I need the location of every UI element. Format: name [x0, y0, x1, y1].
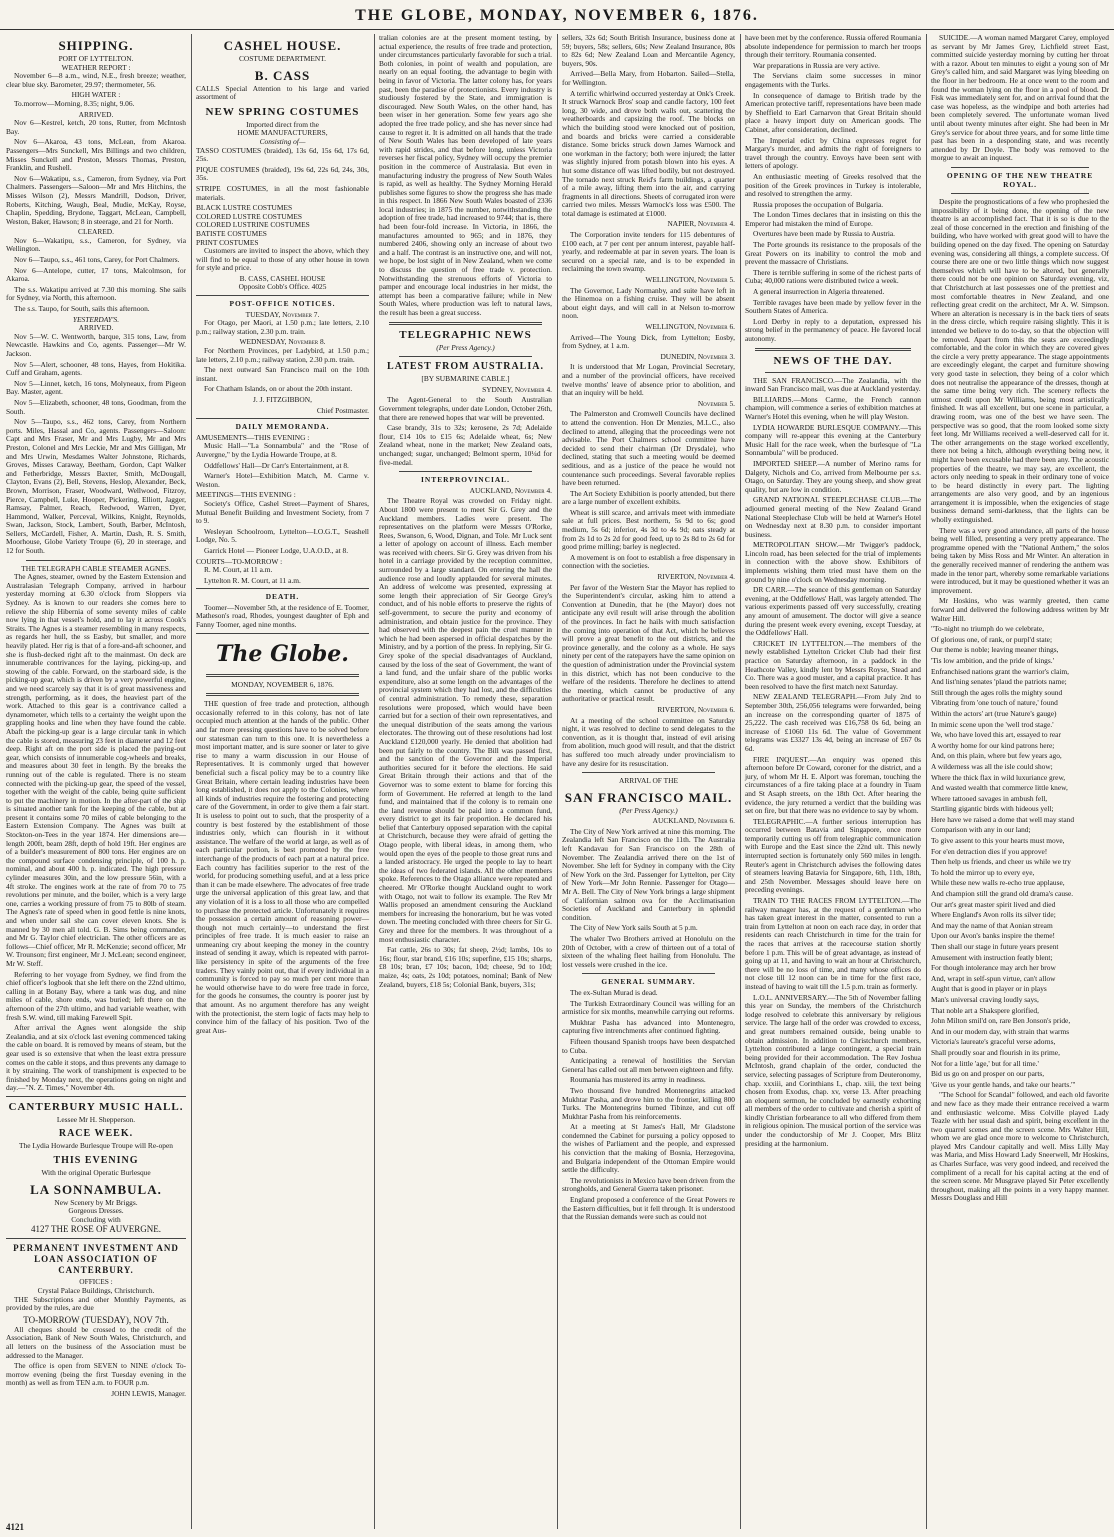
ad-line: B. CASS, CASHEL HOUSE: [239, 273, 326, 283]
column-rule: [374, 34, 375, 1529]
cleared-entry: Nov 6—Antelope, cutter, 17 tons, Malcolmson, for Akaroa.: [6, 265, 186, 284]
ad-line: RACE WEEK.: [58, 1128, 134, 1140]
poem-line: Our art's great master spirit lived and died: [931, 899, 1056, 909]
telegram-paragraph: Wheat is still scarce, and arrivals meet with immediate sale at full prices. Best northern, 5s 9d to 6s; good medium, 5s 6d; inferior, 4s 3d to 4s 9d; oats steady at from 2s 1d to 2s 2d for good feed, up to 2s 8d to 2s 6d for good prime milling; barley is neglected.: [562, 507, 735, 552]
dateline: DUNEDIN, November 3.: [660, 351, 735, 361]
ad-line: BATISTE COSTUMES: [196, 228, 267, 238]
poem-line: Our theme is noble; leaving meaner things,: [931, 645, 1059, 655]
poem-line: John Milton smil'd on, rare Ben Jonson's pride,: [931, 1016, 1071, 1026]
editorial-dateline: MONDAY, NOVEMBER 6, 1876.: [231, 679, 334, 689]
post-signature: J. J. FITZGIBBON,: [253, 395, 312, 404]
telegram-paragraph: At a meeting of the school committee on Saturday night, it was resolved to decline to send delegates to the convention, as it is thought that, instead of evil arising from abolition, much good will result, and that the district has suffered too much already under provincialism to have any desire for its resuscitation.: [562, 715, 735, 768]
summary-item: In consequence of damage to British trade by the American protective tariff, representations have been made by Sheffield to Earl Carnarvon that Great Britain should place a heavy import duty on American goods. The Cabinet, after consideration, declined.: [745, 90, 921, 134]
poem: [931, 625, 1109, 1089]
press-agency-line: (Per Press Agency.): [436, 342, 495, 352]
ad-paragraph: Customers are invited to inspect the above, which they will find to be equal to those of any other house in town for style and price.: [196, 246, 369, 273]
ad-line: B. CASS: [254, 67, 311, 83]
telegram-paragraph: The Theatre Royal was crowded on Friday night. About 1800 were present to meet Sir G. Grey and the Auckland members. Ladies were present. The representatives on the platform were Messrs O'Rorke, Rees, Swanson, 6, Wood, Dignan, and Tole. Mr Luck sent a letter of apology on account of illness. Each member was received with cheers. Sir G. Grey was driven from his hotel in a carriage provided by the reception committee, surrounded by a large standard. On entering the hall the audience rose and loudly applauded for several minutes. An address of welcome was presented, expressing at some length their appreciation of Sir George Grey's conduct, and of his noble efforts to preserve the rights of self-government, to secure the purity and economy of administration, and obtain justice for the province. They had observed with the deepest pain the cruel manner in which he had been aspersed in official despatches by the Ministry, and by a portion of the press. In replying, Sir G. Grey spoke of the special disadvantages of Auckland, caused by the loss of the seat of Government, the want of a land fund, and the unfair share of the public works expenditure, also at some length on the advantages of the provincial system which they had lost, and the difficulties of central administration. To remedy these, separation resolutions were proposed, which would have been carried but for a section of their own representatives, and the unequal distribution of the seats among the various electorates. The throwing out of these resolutions had lost Auckland £120,000 yearly. He denied that abolition had been put fairly to the country. The Bill was passed first, and the sanction of the Governor and the Imperial authorities secured for it before the elections. He said Great Britain through their actions and that of the Governor was to some extent to blame for forcing this form of Government. He referred at length to the land fund, and maintained that if the colony is to remain one the land revenue should be paid into a common fund, every district to get its fair proportion. He declared his belief that Canterbury opposed separation with the capital at Christchurch, because they were afraid of getting the Otago people, with liberal ideas, in among them, who would open the eyes of the people to those great runs and a landed aristocracy. He urged the people to lay to heart the ideas of two federated islands. All the other members spoke. References to the Otago alliance were repeated and cheered. Mr O'Rorke thought Auckland ought to work with Otago, not wait to follow its example. The Rev Mr Wallis proposed an amendment censuring the Auckland members for increasing the honorarium, but he was voted down. The meeting concluded with three cheers for Sir G. Grey and three for the members. It was throughout of a most enthusiastic character.: [379, 496, 552, 944]
column-6: [928, 34, 1112, 1529]
summary-item: War preparations in Russia are very active.: [753, 60, 880, 70]
ad-line: Imported direct from the: [246, 119, 319, 129]
masthead: [0, 0, 1114, 30]
shipping-note: The s.s. Taupo, for South, sails this afternoon.: [14, 304, 150, 314]
poem-line: And wasted wealth that commerce little knew,: [931, 783, 1068, 793]
summary-item: At a meeting at St James's Hall, Mr Gladstone condemned the Cabinet for pursuing a policy opposed to the wishes of Parliament and the people, and expressed his conviction that the making of Bosnia, Herzegovina, and Bulgaria independent of the Ottoman Empire would settle the difficulty.: [562, 1122, 735, 1175]
weather-report: November 6—8 a.m., wind, N.E., fresh breeze; weather, clear blue sky. Barometer, 29.97; thermometer, 56.: [6, 71, 186, 89]
telegram-paragraph: It is understood that Mr Logan, Provincial Secretary, and a number of the provincial officers, have received twelve months' leave of absence prior to abolition, and that an inquiry will be held.: [562, 362, 735, 398]
summary-item: The Imperial edict by China expresses regret for Margary's murder, and admits the right of foreigners to travel through the country. Envoys have been sent with letters of apology.: [745, 135, 921, 171]
memo-item: Wesleyan Schoolroom, Lyttelton—I.O.G.T., Seashell Lodge, No. 5.: [196, 526, 369, 545]
dateline: RIVERTON, November 4.: [657, 572, 735, 582]
dateline: SYDNEY, November 4.: [482, 384, 552, 394]
ad-line: Concluding with: [71, 1214, 121, 1224]
ad-paragraph: The office is open from SEVEN to NINE o'clock To-morrow evening (being the first Tuesday evening in the month) as well as from TEN a.m. to FOUR p.m.: [6, 1361, 186, 1388]
cable-subheading: [BY SUBMARINE CABLE.]: [421, 374, 510, 384]
ad-line: 4127 THE ROSE OF AUVERGNE.: [30, 1224, 162, 1235]
telegram-paragraph: A movement is on foot to establish a free dispensary in connection with the societies.: [562, 552, 735, 571]
dateline: WELLINGTON, November 6.: [645, 322, 735, 331]
summary-item: Terrible ravages have been made by yellow fever in the Southern States of America.: [745, 297, 921, 316]
ad-line: Consisting of—: [259, 136, 306, 146]
editorial-paragraph: tralian colonies are at the present moment testing, by actual experience, the results of free trade and protection, under circumstances particularly favorable for such a trial. Both colonies, in point of wealth and population, are nearly on an equal footing, the advantage to begin with being in favor of Victoria. The latter colony has, for years past, been the paradise of protectionists. Every industry is studiously fostered by the State, and immigration is discouraged. New South Wales, on the other hand, has been wiser in her generation. Some few years ago she adopted the free trade policy, and she has never since had cause to regret it. It is admitted on all hands that the trade of New South Wales has been developed of late years with rapid strides, and that before long, unless Victoria reverses her fiscal policy, Sydney will occupy the premier position in the commerce of Australasia. But even in manufacturing industry the progress of New South Wales is rapid, as well as healthy. The Sydney Morning Herald publishes some figures to show the progress she has made in this respect. In 1866 New South Wales boasted of 2336 local industries; in 1875 the number, notwithstanding the adoption of free trade, had increased to 9744; that is, there had been four-fold increase. In Victoria, in 1866, the manufactures amounted to 965; and in 1876, they numbered 2406, showing only an increase of about two and a half. The contrast is an instructive one, and will not, we hope, be lost sight of in New Zealand, when we come to discuss the question of free trade v. protection. Notwithstanding the strenuous efforts of Victoria to pamper and encourage local industries in her midst, the attempt has been a comparative failure; while in New South Wales, where production was left to natural laws, the result has been a great success.: [379, 34, 552, 317]
poem-line: Startling gigantic birds with hideous yell;: [931, 804, 1054, 814]
ad-line: With the original Operatic Burlesque: [41, 1168, 151, 1178]
dateline: NAPIER, November 4.: [667, 219, 735, 229]
poem-line: Of glorious one, of rank, or purpl'd state;: [931, 634, 1052, 644]
article-paragraph: There was a very good attendance, all parts of the house being well filled, presenting a very pretty appearance. The programme opened with the "National Anthem," the solos being taken by Miss Ross and Mr Winter. An alteration in the generally received manner of rendering the anthem was made in the tenor part, whereby some remarkable variations were introduced, but it may be questioned whether it was an improvement.: [931, 525, 1109, 595]
telegram-paragraph: The Palmerston and Cromwell Councils have declined to attend the convention. Hon Dr Menzies, M.L.C., also declined to attend, alleging that the proceedings were not advisable. The Port Chalmers school committee have decided to send their chairman (Dr Drysdale), who declined, stating that such a meeting would be deemed seditious, and as a justice of the peace he would not countenance such proceedings. Several favorable replies have been returned.: [562, 409, 735, 488]
cleared-entry: Nov 6—Taupo, s.s., 461 tons, Carey, for Port Chalmers.: [14, 255, 180, 265]
poem-line: And, wrapt in self-spun virtue, can't allow: [931, 973, 1056, 983]
ad-line: New Scenery by Mr Briggs.: [54, 1197, 138, 1207]
dateline: AUCKLAND, November 6.: [652, 816, 735, 826]
poem-line: And list'ning senates 'plaud the patriots name;: [931, 677, 1067, 687]
news-of-the-day-heading: NEWS OF THE DAY.: [773, 354, 893, 367]
poem-line: Still through the ages rolls the mighty sound: [931, 687, 1063, 697]
column-rule: [557, 34, 558, 1529]
memo-item: Warner's Hotel—Exhibition Match, M. Carme v. Weston.: [196, 471, 369, 489]
news-item: METROPOLITAN SHOW.—Mr Twigger's paddock, Lincoln road, has been selected for the trial of implements in connection with the above show. Exhibitors of implements wishing them tried must have them on the ground by nine o'clock on Wednesday morning.: [745, 540, 921, 584]
arrival-entry: Nov 6—Kestrel, ketch, 20 tons, Rutter, from McIntosh Bay.: [6, 118, 186, 136]
summary-item: Anticipating a renewal of hostilities the Servian General has called out all men between eighteen and fifty.: [562, 1056, 735, 1074]
interprovincial-heading: INTERPROVINCIAL.: [421, 475, 510, 485]
telegram-paragraph: The Agent-General to the South Australian Government telegraphs, under date London, October 26th, that there are renewed hopes that war will be prevented.: [379, 395, 553, 422]
poem-line: A worthy home for our kind patrons here;: [931, 740, 1055, 750]
arrival-entry: Nov 5—W. C. Wentworth, barque, 315 tons, Law, from Newcastle. Hawkins and Co, agents. Passenger—Mr W. Jackson.: [6, 331, 186, 358]
arrival-heading-main: SAN FRANCISCO MAIL.: [564, 789, 733, 805]
memoranda-heading: DAILY MEMORANDA.: [235, 422, 330, 432]
news-item: L.O.L. ANNIVERSARY.—The 5th of November falling this year on Sunday, the members of the Christchurch lodge resolved to celebrate this anniversary by religious service. The large hall of the order was crowded to excess, and great numbers remained outside, being unable to obtain admission. In addition to Christchurch members, Lyttelton contributed a large contingent, a special train being provided for their accommodation. The Rev Joshua McIntosh, grand chaplain of the order, conducted the service, selecting passages of Scripture from Deuteronomy, chap. xxxiii, and Corinthians I., chap. xiii, the text being chosen from Exodus, chap. xv, verse 13. After preaching an eloquent sermon, he concluded by earnestly exhorting all members of the order to cultivate and cherish a spirit of kindly Christian forbearance to all who differed from them in religious opinion. The musical portion of the service was under the conductorship of Mr J. Cooper, Mrs Blitz presiding at the harmonium.: [745, 992, 921, 1148]
telegram-paragraph: The Governor, Lady Normanby, and suite have left in the Hinemoa on a fishing cruise. They will be absent about eight days, and will call in at Nelson to-morrow noon.: [562, 285, 735, 321]
article-paragraph: After arrival the Agnes went alongside the ship Zealandia, and at six o'clock last evening commenced taking the cable on board. It is removed by means of steam, but the gear used is so extensive that when the least extra pressure comes on the cable it stops, and thus prevents any damage to it by straining. The work of transhipment is expected to be finished by Monday next, the operations going on night and day.—"N. Z. Times," November 4th.: [6, 1023, 186, 1093]
ad-line: COLORED LUSTRINE COSTUMES: [196, 220, 310, 230]
cleared-label: CLEARED.: [78, 227, 114, 237]
arrival-entry: Nov 5—Elizabeth, schooner, 48 tons, Goodman, from the South.: [6, 397, 186, 416]
summary-item: Russia proposes the occupation of Bulgaria.: [753, 199, 884, 209]
death-heading: DEATH.: [265, 592, 300, 602]
news-item: NEW ZEALAND TELEGRAPH.—From July 2nd to September 30th, 256,056 telegrams were forwarded, being an increase on the corresponding quarter of 1875 of 25,222. The cash received was £16,758 0s 6d, being an increase of £1060 11s 6d. The value of Government telegrams was £3327 13s 4d, being an increase of £67 0s 6d.: [745, 692, 921, 753]
post-notice: For Otago, per Maori, at 1.50 p.m.; late letters, 2.10 p.m.; railway station, 2.30 p.m. train.: [196, 318, 369, 336]
news-item: FIRE INQUEST.—An enquiry was opened this afternoon before Dr Coward, coroner for the district, and a jury, of whom Mr H. E. Alport was foreman, touching the circumstances of a fire taking place at a foundry in Tuam and St Asaph streets, on the 18th Oct. After hearing the evidence, the jury returned a verdict that the building was set on fire, but that there was no evidence to say by whom.: [745, 754, 921, 816]
summary-item: The Porte grounds its resistance to the proposals of the Great Powers on its inability to control the mob and prevent the massacre of Christians.: [745, 240, 921, 267]
shipping-note: The s.s. Wakatipu arrived at 7.30 this morning. She sails for Sydney, via North, this afternoon.: [6, 284, 186, 303]
poem-line: Then help us friends, and cheer us while we try: [931, 857, 1071, 867]
ad-signature: JOHN LEWIS, Manager.: [111, 1388, 186, 1398]
memo-item: R. M. Court, at 11 a.m.: [204, 565, 273, 575]
telegram-paragraph: The City of New York arrived at nine this morning. The Zealandia left San Francisco on the 11th. The Australia left Kandavau for San Francisco on the 28th of November. The Zealandia arrived there on the 1st of November. She left for Sydney in company with the City of New York on the 3rd. Passenger for Lyttelton, per City of New York—Mr John Rennie. Passenger for Otago—Mr A. Bell. The City of New York brings a large shipment of Californian salmon ova for the Acclimatisation Societies of Auckland and Canterbury in splendid condition.: [562, 826, 735, 922]
article-paragraph: Despite the prognostications of a few who prophesied the impossibility of it being done, the opening of the new theatre is an accomplished fact. That it is so is due to the zeal of those concerned in the erection and finishing of the building, who have worked with great good will to have the building opened on the day fixed. The opening on Saturday evening was, considering all things, a complete success. Of course there are one or two little things which now suggest themselves which will have to be altered, but generally there could not be one opinion on Saturday evening, viz, that Christchurch at last possesses one of the prettiest and most comfortable theatres in New Zealand, and one reflecting great credit on the architect, Mr A. W. Simpson. Where an alteration is necessary is in the back tiers of seats in the dress circle, which require raising slightly. This it is intended we believe to do to-day, so that the objection will be removed. Apart from this the seats are exceedingly comfortable, and the color in which they are covered gives the circle a very pretty appearance. The stage appointments are exceedingly elegant, the carpet and furniture showing very good taste in selection, they being of a color which does not neutralise the appearance of the dresses, though at the same time being very rich. The scenery reflects the utmost credit upon Mr Williams, being most artistically finished. It was all excellent, but one scene in particular, a drawing room, was one of the best we have seen. The perspective was so good, that the room looked some sixty feet long. Mr Williams received a well-deserved call for it. The other arrangements on the stage worked excellently, there not being a hitch, although everything being new, it might have been excusable had there been any. The acoustic properties of the theatre, we may say, are excellent, the actors only needing to speak in their ordinary tone of voice to be heard distinctly in every part. The lighting arrangements are also very good, and by an ingenious arrangement it is impossible, when the exigencies of stage business demand semi-darkness, that the lights can be wholly extinguished.: [931, 197, 1109, 525]
poem-line: "To-night no triumph do we celebrate,: [931, 624, 1044, 634]
memo-item: Oddfellows' Hall—Dr Carr's Entertainment, at 8.: [204, 460, 349, 470]
memo-subheading: AMUSEMENTS—THIS EVENING :: [196, 432, 310, 442]
summary-item: Lord Derby in reply to a deputation, expressed his strong belief in the permanency of peace. He favored local autonomy.: [745, 316, 921, 343]
memo-item: Society's Office, Cashel Street—Payment of Shares, Mutual Benefit Building and Investment Society, from 7 to 9.: [196, 498, 369, 526]
ad-line: OFFICES :: [79, 1277, 113, 1287]
news-item: LYDIA HOWARDE BURLESQUE COMPANY.—This company will re-appear this evening at the Canterbury Music Hall for the race week, when the burlesque of "La Sonnambula" will be produced.: [745, 422, 921, 458]
arrival-heading: ARRIVAL OF THE: [619, 776, 678, 786]
cable-heading: THE TELEGRAPH CABLE STEAMER AGNES.: [21, 563, 171, 573]
post-signature: Chief Postmaster.: [316, 405, 369, 415]
article-paragraph: Referring to her voyage from Sydney, we find from the chief officer's logbook that she left there on the 22nd ultimo, calling in at Botany Bay, where a tank was dug, and nine miles of cable, shore ends, was buried; left there on the afternoon of the 27th ultimo, and had variable weather, with fresh S.W. wind, till making Farewell Spit.: [6, 969, 186, 1022]
poem-line: And may the name of that Aonian stream: [931, 920, 1053, 930]
column-3: [376, 34, 555, 1529]
poem-line: And in our modern day, with strain that warms: [931, 1026, 1070, 1036]
telegram-paragraph: The Art Society Exhibition is poorly attended, but there are a large number of excellent exhibits.: [562, 488, 735, 507]
poem-line: Amusement with instruction featly blent;: [931, 952, 1053, 962]
arrival-entry: Nov 5—Linnet, ketch, 16 tons, Molyneaux, from Pigeon Bay. Master, agent.: [6, 378, 186, 397]
ad-line: THIS EVENING: [53, 1155, 139, 1167]
telegram-paragraph: A terrific whirlwind occurred yesterday at Onk's Creek. It struck Warnock Bros' soap and candle factory, 100 feet long, 30 wide, and drove both walls out, scattering the weatherboards and capsizing the roof. The blocks on which the building stood were knocked out of position, and boards and bricks were carried a considerable distance. Some bricks struck down James Warnock and one workman in the factory; both were injured; the latter was slightly injured from potash blown into his eyes. A hut some distance off was lifted bodily, but not destroyed. The tornado next struck Reid's farm buildings, a quarter of a mile away, lifting them into the air, and carrying fragments in all directions. Sheets of corrugated iron were carried two miles. Messrs Warnock's loss was £500. The total damage is estimated at £1000.: [562, 88, 735, 218]
news-item: TELEGRAPHIC.—A further serious interruption has occurred between Batavia and Singapore, once more temporarily cutting us off from telegraphic communication with Europe and the East since the 22nd ult. This newly interrupted section is fortunately only 560 miles in length. Reuter's agent in Christchurch advises the following dates of steamers leaving Batavia for Singapore, 6th, 11th, 18th, and 25th November. Messages should leave here on preceding evenings.: [745, 816, 921, 895]
article-paragraph: The Agnes, steamer, owned by the Eastern Extension and Australasian Telegraph Company, arrived in harbour yesterday morning at 6.30 o'clock from Sloppers via Sydney. As is known to our readers she comes here to relieve the ship Hibernia of some seventy miles of cable now lying in that vessel's hold, and to lay it across Cook's Straits. The Agnes is a steamer resembling in many respects, as regards her hull, the ss Easby, but smaller, and more heavily plated. Her rig is that of a fore-and-aft schooner, and she is flush-decked right aft to the mainmast. On deck are innumerable contrivances for the laying, picking-up, and stowing of the cable. Forward, on the starboard side, is the picking-up gear, which is driven by a very powerful engine, and we need scarcely say that it is of great massiveness and strength, performing, as it does, the heaviest part of the work. Attached to this gear is a contrivance called a dynamometer, which tells to a certainty the weight upon the grappling hooks and line when they have found the cable. Abaft the picking-up gear is a large circular tank in which the cable is stored, measuring 23 feet in diameter and 12 feet deep. Right aft on the port side is placed the paying-out gear, which consists of innumerable cog-wheels and breaks, and measures about 30 feet in length. By the breaks the running out of the cable is regulated. There is no steam connected with the picking-up gear, the speed of the vessel, together with the weight of the cable, being quite sufficient to put the machinery in motion. In the after-part of the ship is situated another tank for the keeping of the cable, but at present it contains some 70 miles of cable belonging to the Eastern Extension Company. The Agnes was built at Stockton-on-Tees in the year 1874. Her dimensions are—length 200ft, beam 28ft, depth of hold 19ft. Her engines are of a builder's measurement of 800 tons. Her engines are on the compound surface condensing principle, of 100 h. p. nominal, and about 400 h. p. indicated. The high pressure cylinder measures 30in, and the low pressure 56in, with a 4ft stroke. The engines work at the rate of from 70 to 75 revolutions per minute, and the boiler, which is a very large one, carries a working pressure of from 75 to 80lb of steam. The Agnes's rate of speed when in good fettle is nine knots, and when under sail she can cover eleven knots. She is manned by 30 men all told. G. B. Sims being commander, and Mr G. Taylor chief electrician. The other officers are as follows—Chief officer, Mr R. McKenzie; second officer, Mr W. Trounson; first engineer, Mr J. McLean; second engineer, Mr W. Steff.: [6, 572, 186, 968]
poem-line: Where England's Avon rolls its silver tide;: [931, 910, 1056, 920]
ad-line: The Lydia Howarde Burlesque Troupe will Re-open: [19, 1141, 173, 1151]
news-item: GRAND NATIONAL STEEPLECHASE CLUB.—The adjourned general meeting of the New Zealand Grand National Steeplechase Club will be held at Warner's Hotel on Wednesday next at 8.30 p.m. to consider important business.: [745, 495, 921, 539]
post-day: WEDNESDAY, November 8.: [239, 337, 326, 347]
summary-item: Roumania has mustered its army in readiness.: [570, 1075, 706, 1085]
ad-line: TO-MORROW (TUESDAY), NOV 7th.: [23, 1314, 169, 1325]
poem-line: Enfranchised nations grant the warrior's claim,: [931, 666, 1070, 676]
memo-item: Lyttelton R. M. Court, at 11 a.m.: [204, 575, 301, 585]
ad-line: BLACK LUSTRE COSTUMES: [196, 203, 293, 213]
poem-line: Comparison with any in our land;: [931, 825, 1031, 835]
ad-paragraph: All cheques should be crossed to the credit of the Association, Bank of New South Wales, Christchurch, and all letters on the business of the Association must be addressed to the Manager.: [6, 1324, 186, 1360]
news-item: TRAIN TO THE RACES FROM LYTTELTON.—The railway manager has, at the request of a gentleman who has taken great interest in the matter, consented to run a train from Lyttelton at noon on each race day, in order that residents can reach Christchurch in time for the train for the races that arrives at the racecourse station shortly before 1 p.m. This will be of great advantage, as instead of going up at 11, and having to wait an hour at Christchurch, there will be no loss of time, and many whose offices do not close till 12 noon can be in time for the first race, instead of having to wait till the 1.5 p.m. train as formerly.: [745, 896, 921, 991]
summary-item: Overtures have been made by Russia to Austria.: [753, 229, 896, 239]
poem-line: To give assent to this your hearts must move,: [931, 836, 1065, 846]
column-4: [559, 34, 738, 1529]
news-item: THE SAN FRANCISCO.—The Zealandia, with the inward San Francisco mail, was due at Auckland yesterday.: [745, 375, 921, 394]
weather-label: WEATHER REPORT :: [61, 62, 131, 72]
telegram-paragraph: sellers, 32s 6d; South British Insurance, business done at 59; buyers, 58s; sellers, 60s; New Zealand Insurance, 80s to 82s 6d; New Zealand Loan and Mercantile Agency, buyers, 90s.: [562, 34, 735, 68]
post-notice: The next outward San Francisco mail on the 10th instant.: [196, 365, 369, 383]
poem-line: We, who have loved this art, essayed to rear: [931, 730, 1061, 740]
telegram-paragraph: The whaler Two Brothers arrived at Honolulu on the 20th of October, with a crew of thirteen out of a total of sixteen of the whaling fleet hailing from Honolulu. The lost vessels were crushed in the ice.: [562, 934, 735, 969]
news-item: CRICKET IN LYTTELTON.—The members of the newly established Lyttelton Cricket Club had their first practice on Saturday afternoon, in a paddock in the Heathcote Valley, kindly lent by Messrs Royse, Stead and Co. There was a good muster, and a capital practice. It has been resolved to have the first match next Saturday.: [745, 638, 921, 691]
ad-show-title: LA SONNAMBULA.: [30, 1181, 162, 1197]
newspaper-header-title: THE GLOBE, MONDAY, NOVEMBER 6, 1876.: [355, 7, 759, 24]
telegram-paragraph: The Corporation invite tenders for 115 debentures of £100 each, at 7 per cent per annum interest, payable half-yearly, and redeemable at par in seven years. The loan is secured on a special rate, and is to be expended in reclaiming the town swamp.: [562, 230, 735, 274]
column-rule: [740, 34, 741, 1529]
memo-item: Garrick Hotel — Pioneer Lodge, U.A.O.D., at 8.: [204, 545, 349, 555]
ad-line: Opposite Cobb's Office. 4025: [238, 282, 327, 292]
memo-subheading: COURTS—TO-MORROW :: [196, 556, 283, 566]
summary-item: The Turkish Extraordinary Council was willing for an armistice for six months, meanwhile carrying out reforms.: [562, 998, 735, 1017]
column-2: [193, 34, 372, 1529]
summary-item: have been met by the conference. Russia offered Roumania absolute independence for permission to march her troops through their territory. Roumania consented.: [745, 34, 921, 60]
telegraphic-heading: TELEGRAPHIC NEWS: [399, 328, 532, 341]
poem-line: Aught that is good in player or in plays: [931, 984, 1047, 994]
ad-music-hall-title: CANTERBURY MUSIC HALL.: [8, 1100, 184, 1113]
ad-line: NEW SPRING COSTUMES: [205, 105, 360, 118]
post-day: TUESDAY, November 7.: [245, 309, 320, 319]
ad-line: Crystal Palace Buildings, Christchurch.: [37, 1286, 155, 1296]
telegram-paragraph: Arrived—The Young Dick, from Lyttelton; Eosby, from Sydney, at 1 a.m.: [562, 332, 735, 351]
ad-line: PRINT COSTUMES: [196, 237, 259, 247]
page-number: 4121: [6, 1522, 24, 1532]
poem-line: That noble art a Shakspere glorified,: [931, 1005, 1039, 1015]
ad-paragraph: TASSO COSTUMES (braided), 13s 6d, 15s 6d, 17s 6d, 25s.: [196, 145, 369, 164]
news-item: SUICIDE.—A woman named Margaret Carey, employed as servant by Mr James Grey, Lichfield street East, committed suicide yesterday morning by cutting her throat with a razor. About ten minutes to eight a young son of Mr Grey's called him, and said Margaret was lying bleeding on the floor in her bedroom. He at once went to the room and found the woman lying on the floor in a pool of blood. Dr Fisk was immediately sent for, and on arrival found that the case was hopeless, as the windpipe and both arteries had been completely severed. The unfortunate woman lived until about twenty minutes after eight. She had been in Mr Grey's service for about three years, and for some little time past has been in a desponding state, and was recently attended by Dr Doyle. The body was removed to the morgue to await an inquest.: [931, 34, 1109, 163]
dateline: AUCKLAND, November 4.: [469, 485, 552, 495]
general-summary-heading: GENERAL SUMMARY.: [601, 977, 696, 987]
high-water-text: To.morrow—Morning, 8.35; night, 9.06.: [14, 98, 135, 108]
ad-line: COLORED LUSTRE COSTUMES: [196, 211, 302, 221]
summary-item: Fifteen thousand Spanish troops have been despatched to Cuba.: [562, 1036, 735, 1055]
ad-line: COSTUME DEPARTMENT.: [238, 54, 327, 63]
telegram-paragraph: Arrived—Bella Mary, from Hobarton. Sailed—Stella, for Wellington.: [562, 69, 735, 87]
port-heading: PORT OF LYTTELTON.: [58, 54, 134, 63]
ad-cashel-title: CASHEL HOUSE.: [223, 38, 342, 53]
summary-item: An enthusiastic meeting of Greeks resolved that the position of the Greek provinces in Turkey is intolerable, and resolved to strengthen the army.: [745, 171, 921, 199]
poem-line: And champion still the grand old drama's cause.: [931, 889, 1074, 899]
newspaper-logo: The Globe.: [216, 640, 349, 667]
poem-line: Vibrating from 'one touch of nature,' found: [931, 698, 1058, 708]
memo-item: Music Hall—"La Sonnambula" and the "Rose of Auvergne," by the Lydia Howarde Troupe, at 8.: [196, 441, 369, 459]
post-office-heading: POST-OFFICE NOTICES.: [229, 299, 336, 309]
high-water-label: HIGH WATER :: [71, 90, 121, 100]
news-item: IMPORTED SHEEP.—A number of Merino rams for Dalgety, Nichols and Co, arrived from Melbourne per s.s. Otago, on Saturday. They are young sheep, and show great quality, but are low in condition.: [745, 458, 921, 494]
summary-item: A general insurrection in Algeria threatened.: [753, 287, 885, 297]
dateline: November 5.: [697, 398, 735, 408]
poem-line: While these new walls re-echo true applause,: [931, 878, 1065, 888]
telegram-paragraph: The City of New York sails South at 5 p.m.: [570, 923, 698, 933]
poem-line: Where the thick flax in wild luxuriance grew,: [931, 772, 1066, 782]
ad-permanent-title: PERMANENT INVESTMENT AND LOAN ASSOCIATION OF CANTERBURY.: [13, 1243, 179, 1276]
telegram-paragraph: Per favor of the Western Star the Mayor has replied to the Superintendent's circular, asking him to attend a Convention at Dunedin, that he (the Mayor) does not anticipate any evil result will arise through the abolition of the provinces. In fact he hails with much satisfaction the coming into operation of that Act, which he believes will prove a great benefit to the out districts, and the province generally, and the colony as a whole. He says ninety per cent of the ratepayers have the same opinion on the question of administration under the Provincial system in this district, which has not been conducive to the welfare of the residents. Therefore he declines to attend the meeting, which cannot be productive of any authoritative or practical result.: [562, 582, 735, 704]
poem-line: A wilderness was all the isle could show;: [931, 761, 1053, 771]
poem-line: Where tattooed savages in ambush fell,: [931, 793, 1048, 803]
poem-line: Shall proudly soar and flourish in its prime,: [931, 1047, 1060, 1057]
poem-line: In mimic scene upon the 'well trod stage.': [931, 719, 1054, 729]
summary-item: England proposed a conference of the Great Powers re the Eastern difficulties, but it fell through. It is understood that the Russian demands were such as could not: [562, 1195, 735, 1222]
death-notice: Toomer—November 5th, at the residence of E. Toomer, Matheson's road, Rhodes, youngest daughter of Eph and Fanny Toomer, aged nine months.: [196, 602, 369, 630]
poem-line: 'Tis low ambition, and the pride of kings.': [931, 655, 1054, 665]
poem-line: And, on this plain, where but few years ago,: [931, 751, 1062, 761]
summary-item: The Servians claim some successes in minor engagements with the Turks.: [745, 71, 921, 89]
summary-item: The ex-Sultan Murad is dead.: [570, 987, 658, 997]
poem-line: Not for a little 'age,' but for all time.': [931, 1058, 1039, 1068]
column-rule: [926, 34, 927, 1529]
poem-line: Upon our Avon's banks inspire the theme!: [931, 931, 1055, 941]
editorial-paragraph: THE question of free trade and protection, although occasionally referred to in this colony, has not of late occupied much attention at the hands of the public. Other and far more pressing questions have to be solved before our statesman can turn to this one. It is nevertheless a most important matter, and is sure sooner or later to give rise to many a warm discussion in our House of Representatives. It is commonly urged that however beneficial such a fiscal policy may be to a country like Great Britain, where certain leading industries have been long established, it does not apply to the Colonies, where all kinds of industries require the fostering and protecting care of the Government, in order to give them a fair start. It is useless to point out to such, that the prosperity of a country is best fostered by the establishment of those industries only, which can flourish in it without assistance. The welfare of the world at large, as well as of each particular portion, is best promoted by the free interchange of the products of each part at a natural price. Each country has facilities superior to the rest of the world, for producing something useful, and at a less price than it can be made elsewhere. The advocates of free trade urge the universal application of this great law, and that any violation of it is a loss to all those who are compelled to purchase the protected article. Unfortunately it requires the possession a certain amount of reasoning power—though not much certainly—to understand the first principles of free trade. It is much easier to raise an unmeaning cry about keeping the money in the country instead of sending it away, which is repeated with parrot-like persistency in spite of the arguments of the free traders. They vainly point out, that if every individual in a community is forced to pay so much per cent more than he would otherwise have to do were free trade in force, for the goods he consumes, the country is poorer just by that amount. As no argument therefore has any weight with the protectionist, the stern logic of facts may help to convince him of the fallacy of his position. Two of the great Aus-: [196, 699, 369, 1035]
section-heading-shipping: SHIPPING.: [58, 38, 134, 53]
news-item: DR CARR.—The seance of this gentleman on Saturday evening, at the Oddfellows' Hall, was largely attended. The various experiments passed off very successfully, creating any amount of amusement. The doctor will give a seance during the present week every evening, except Tuesday, at the Oddfellows' Hall.: [745, 585, 921, 638]
poem-line: To hold the mirror up to every eye,: [931, 867, 1035, 877]
ad-paragraph: STRIPE COSTUMES, in all the most fashionable materials.: [196, 183, 369, 202]
arrived-label: ARRIVED.: [78, 109, 114, 119]
telegram-paragraph: Fat cattle, 26s to 30s; fat sheep, 2½d; lambs, 10s to 16s; flour, star brand, £16 10s; superfine, £15 10s; sharps, £8 10s; bran, £7 10s; bacon, 10d; cheese, 9d to 10d; maize, 4s; oats, 2s 10d; potatoes, nominal; Bank of New Zealand, buyers, £18 5s; Colonial Bank, buyers, 31s;: [379, 945, 552, 989]
ad-paragraph: PIQUE COSTUMES (braided), 19s 6d, 22s 6d, 24s, 30s, 35s.: [196, 164, 369, 183]
poem-line: For though intolerance may arch her brow: [931, 963, 1056, 973]
ad-line: HOME MANUFACTURERS,: [237, 128, 328, 138]
ad-line: Lessee Mr H. Shepperson.: [56, 1114, 136, 1124]
poem-line: Here have we raised a dome that well may stand: [931, 814, 1075, 824]
telegram-paragraph: Case brandy, 31s to 32s; kerosene, 2s 7d; Adelaide flour, £14 10s to £15 6s; Adelaide wheat, 6s; New Zealand wheat, none in the market; New Zealand oats, unchanged; sugar, unchanged; Belmont sperm, 10¼d for five-medal.: [379, 423, 552, 467]
arrived-label: ARRIVED.: [78, 323, 114, 333]
column-5: [742, 34, 924, 1529]
arrival-entry: Nov 5—Taupo, s.s., 462 tons, Carey, from Northern ports. Miles, Hassal and Co, agents. Passengers—Saloon: Capt and Mrs Fraser, Mr and Mrs Lugby, Mr and Mrs Preston, Colonel and Mrs Leckie, Mr and Mrs Gilligan, Mr and Mrs Urwin, Mesdames Walter Johnstone, Richards, Groves, Misses Caraway, Beetham, Gordon, Capt Walker and Fetherbridge, Messrs Baxter, Smith, McDougall, Clayton, Evans (2), Bell, Stevens, Heslop, Alexander, Beck, Brown, Morrison, Fraser, Woodward, Wellwood, Fitzroy, Pierce, Campbell, Luke, Hooper, Pickering, Elliott, Jagger, Ramsay, Palmer, Reach, Redwood, Warren, Dyer, Hammond, Walker, Perceval, Wilkins, Knight, Reynolds, Swan, Jackson, Stock, Lambert, South, Barber, McIntosh, Sellers, McCardell, Fisher, A. Martin, Dash, R. S. Smith, Moorhouse, Globe Variety Troupe (6), 20 in steerage, and 12 for South.: [6, 417, 186, 556]
article-paragraph: "The School for Scandal" followed, and each old favorite and new face as they made their entrance received a warm and enthusiastic welcome. Miss Colville played Lady Teazle with her usual dash and spirit, being excellent in the two quarrel scenes and the screen scene. Mrs Walter Hill, whom we are glad once more to welcome to Christchurch, played Mrs Candour capitally and well. Miss Lilly May was Maria, and Miss Howard Lady Sneerwell, Mr Hoskins, as Charles Surface, was very good indeed, and received the compliment of a recall for his capital acting at the end of the screen scene. Mr Musgrave played Sir Peter excellently throughout, making all the points in a very happy manner. Messrs Douglass and Hill: [931, 1090, 1109, 1203]
arrival-entry: Nov 6—Akaroa, 43 tons, McLean, from Akaroa. Passengers—Mrs Sunckell, Mrs Billings and two children, Misses Sunckell and Preston, Messrs Thomas, Preston, Franklin, and Rushell.: [6, 137, 186, 173]
summary-item: The London Times declares that in insisting on this the Emperor had mistaken the mind of Europe.: [745, 210, 921, 228]
poem-line: Victoria's laureate's graceful verse adorns,: [931, 1037, 1056, 1047]
yesterday-label: YESTERDAY'S.: [72, 314, 120, 324]
ad-line: Gorgeous Dresses.: [68, 1206, 124, 1216]
press-agency-line: (Per Press Agency.): [619, 805, 678, 815]
latest-heading: LATEST FROM AUSTRALIA.: [387, 361, 544, 373]
poem-line: Man's universal craving loudly says,: [931, 994, 1039, 1004]
column-1: [3, 34, 189, 1529]
poem-line: Within the actors' art (true Nature's gauge): [931, 708, 1057, 718]
ad-paragraph: CALLS Special Attention to his large and varied assortment of: [196, 83, 369, 102]
arrival-entry: Nov 6—Wakatipu, s.s., Cameron, from Sydney, via Port Chalmers. Passengers—Saloon—Mr and Mrs Hitchins, the Misses Wilson (2), Messrs Mandrill, Dodson, Driver, Roberts, Kitching, Waugh, Beal, Mudie, McKay, Royse, Chaplin, Spedding, Brydone, Taggart, McLean, Campbell, Weston, Baker, Hawson; 8 in steerage, and 21 for North.: [6, 173, 186, 226]
dateline: RIVERTON, November 6.: [657, 704, 735, 714]
arrival-entry: Nov 5—Alert, schooner, 48 tons, Hayes, from Hokitika. Cuff and Graham, agents.: [6, 359, 186, 378]
ad-paragraph: THE Subscriptions and other Monthly Payments, as provided by the rules, are due: [6, 1294, 186, 1313]
dateline: WELLINGTON, November 5.: [645, 275, 735, 285]
poem-line: Bid us go on and prosper on our parts,: [931, 1069, 1045, 1079]
memo-subheading: MEETINGS—THIS EVENING :: [196, 490, 296, 500]
article-paragraph: Mr Hoskins, who was warmly greeted, then came forward and delivered the following address written by Mr Walter Hill.: [931, 596, 1109, 623]
cleared-entry: Nov 6—Wakatipu, s.s., Cameron, for Sydney, via Wellington.: [6, 235, 186, 254]
poem-line: Then shall our stage in future years present: [931, 942, 1059, 951]
post-notice: For Northern Provinces, per Ladybird, at 1.50 p.m.; late letters, 2.10 p.m.; railway station, 2.30 p.m. train.: [196, 346, 369, 364]
poem-line: For e'en detraction dies if you approve!: [931, 846, 1048, 856]
theatre-heading: OPENING OF THE NEW THEATRE ROYAL.: [946, 170, 1094, 189]
column-rule: [191, 34, 192, 1529]
poem-line: 'Give us your gentle hands, and take our hearts.'": [931, 1079, 1076, 1089]
news-item: BILLIARDS.—Mons Carme, the French cannon champion, will commence a series of exhibition matches at Warner's Hotel this evening, when he will play Weston.: [745, 394, 921, 421]
summary-item: The revolutionists in Mexico have been driven from the strongholds, and General Guerra taken prisoner.: [562, 1175, 736, 1194]
summary-item: There is terrible suffering in some of the richest parts of Cuba; 40,000 rations were distributed twice a week.: [745, 267, 921, 286]
summary-item: Mukhtar Pasha has advanced into Montenegro, capturing five intrenchments after continued fighting.: [562, 1017, 735, 1036]
post-notice: For Chatham Islands, on or about the 20th instant.: [204, 384, 353, 394]
summary-item: Two thousand five hundred Montenegrins attacked Mukhtar Pasha, and drove him to the frontier, killing 800 Turks. The Montenegrins burned Tibinze, and cut off Mukhtar Pasha from his reinforcements.: [562, 1085, 735, 1121]
